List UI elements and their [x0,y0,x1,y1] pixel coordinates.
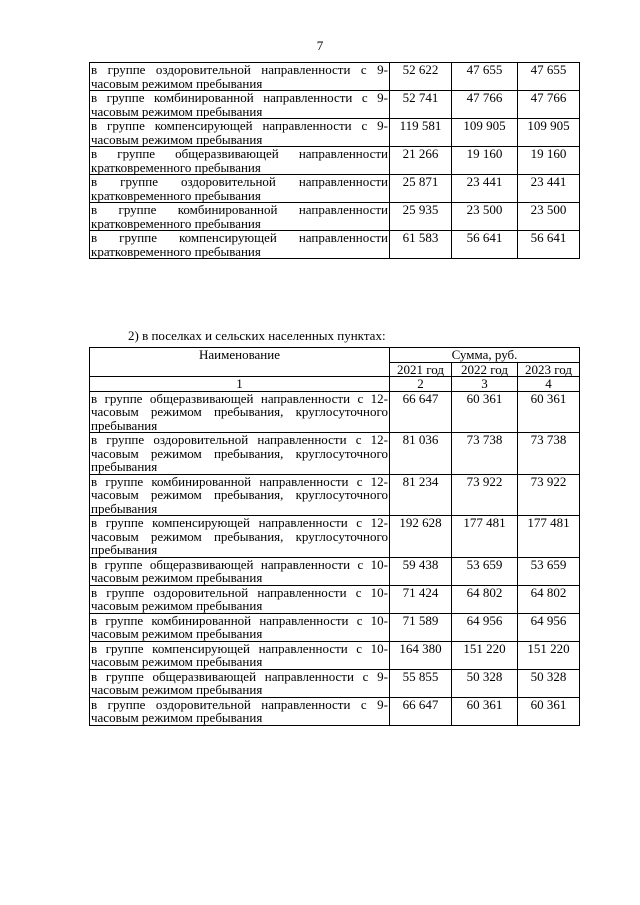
value-2023: 64 802 [518,585,580,613]
value-2021: 164 380 [390,641,452,669]
row-name: в группе компенсирующей направленности с 12-часовым режимом пребывания, круглосуточного пребывания [91,515,388,557]
value-2023: 177 481 [518,516,580,558]
table-row [90,203,580,231]
row-name: в группе комбинированной направленности с 12-часовым режимом пребывания, круглосуточного пребывания [91,473,388,516]
value-2022: 60 361 [452,697,518,725]
value-2023: 60 361 [518,391,580,433]
table-row [90,231,580,259]
table-row [90,669,580,697]
value-2022: 60 361 [452,391,518,433]
value-2023: 73 738 [518,433,580,475]
row-name: в группе компенсирующей направленности с 10-часовым режимом пребывания [91,640,388,669]
value-2023: 50 328 [518,669,580,697]
row-name: в группе общеразвивающей направленности с 9-часовым режимом пребывания [91,668,388,697]
value-2023: 151 220 [518,641,580,669]
row-name: в группе общеразвивающей направленности с 10-часовым режимом пребывания [91,556,388,585]
value-2021: 71 589 [390,613,452,641]
table2-header [90,348,580,392]
row-name: в группе оздоровительной направленности с 12-часовым режимом пребывания, круглосуточного пребывания [91,432,388,474]
header-year-2022: 2022 год [452,362,518,377]
value-2022: 73 922 [452,474,518,516]
value-2022: 177 481 [452,516,518,558]
header-year-2023: 2023 год [518,362,580,377]
value-2021: 52 622 [390,63,452,91]
value-2022: 47 655 [452,63,518,91]
row-name: в группе общеразвивающей направленности кратковременного пребывания [91,146,388,175]
table-row [90,91,580,119]
table-row [90,63,580,91]
value-2021: 21 266 [390,147,452,175]
table-row [90,516,580,558]
value-2022: 50 328 [452,669,518,697]
column-number: 4 [518,377,580,392]
table-row [90,557,580,585]
table-row [90,474,580,516]
value-2022: 109 905 [452,119,518,147]
row-name: в группе комбинированной направленности с 10-часовым режимом пребывания [91,612,388,641]
value-2023: 47 766 [518,91,580,119]
column-number: 1 [90,377,390,392]
value-2021: 192 628 [390,516,452,558]
value-2022: 23 441 [452,175,518,203]
table-row [90,391,580,433]
value-2021: 25 871 [390,175,452,203]
value-2022: 56 641 [452,231,518,259]
row-name: в группе оздоровительной направленности кратковременного пребывания [91,174,388,203]
value-2022: 19 160 [452,147,518,175]
value-2022: 64 956 [452,613,518,641]
tariff-table-rural [89,347,580,726]
value-2022: 47 766 [452,91,518,119]
value-2023: 23 500 [518,203,580,231]
header-name-column: Наименование [90,348,390,377]
value-2023: 23 441 [518,175,580,203]
value-2021: 71 424 [390,585,452,613]
header-year-2021: 2021 год [390,362,452,377]
value-2021: 66 647 [390,391,452,433]
value-2021: 61 583 [390,231,452,259]
value-2022: 23 500 [452,203,518,231]
value-2022: 73 738 [452,433,518,475]
row-name: в группе общеразвивающей направленности с 12-часовым режимом пребывания, круглосуточного пребывания [91,390,388,433]
table-row [90,613,580,641]
table2-body [90,391,580,725]
table-row [90,433,580,475]
value-2023: 47 655 [518,63,580,91]
tariff-table-continued [89,62,580,259]
value-2021: 81 036 [390,433,452,475]
table1-body [90,63,580,259]
table-row [90,119,580,147]
row-name: в группе комбинированной направленности кратковременного пребывания [91,202,388,231]
value-2021: 25 935 [390,203,452,231]
value-2023: 73 922 [518,474,580,516]
section-heading: 2) в поселках и сельских населенных пунктах: [128,328,386,343]
value-2023: 56 641 [518,231,580,259]
column-number: 2 [390,377,452,392]
row-name: в группе компенсирующей направленности кратковременного пребывания [91,230,388,259]
row-name: в группе компенсирующей направленности с 9-часовым режимом пребывания [91,118,388,147]
table-row [90,585,580,613]
row-name: в группе оздоровительной направленности с 9-часовым режимом пребывания [91,696,388,725]
value-2023: 64 956 [518,613,580,641]
row-name: в группе оздоровительной направленности с 9-часовым режимом пребывания [91,62,388,91]
value-2023: 109 905 [518,119,580,147]
table-row [90,697,580,725]
value-2022: 151 220 [452,641,518,669]
page-number: 7 [316,38,324,53]
value-2023: 60 361 [518,697,580,725]
header-sum-column: Сумма, руб. [390,348,580,363]
value-2021: 59 438 [390,557,452,585]
value-2021: 55 855 [390,669,452,697]
row-name: в группе комбинированной направленности с 9-часовым режимом пребывания [91,90,388,119]
row-name: в группе оздоровительной направленности с 10-часовым режимом пребывания [91,584,388,613]
value-2022: 64 802 [452,585,518,613]
value-2021: 52 741 [390,91,452,119]
table-row [90,641,580,669]
value-2022: 53 659 [452,557,518,585]
column-number: 3 [452,377,518,392]
value-2023: 53 659 [518,557,580,585]
value-2023: 19 160 [518,147,580,175]
table-row [90,147,580,175]
value-2021: 66 647 [390,697,452,725]
table-row [90,175,580,203]
value-2021: 119 581 [390,119,452,147]
value-2021: 81 234 [390,474,452,516]
